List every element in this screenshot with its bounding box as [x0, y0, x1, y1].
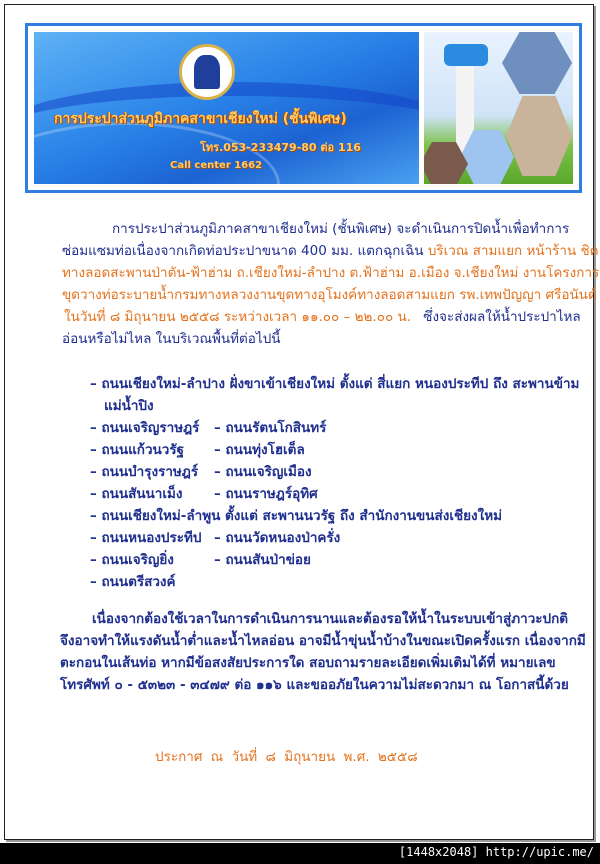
road-name: – ถนนบำรุงราษฎร์	[90, 464, 199, 480]
location-text: ขุดวางท่อระบายน้ำกรมทางหลวงงานขุดทางอุโมงค์ทางลอดสามแยก รพ.เทพปัญญา ศรีอนันต์	[62, 287, 597, 303]
road-name: – ถนนเจริญเมือง	[214, 464, 312, 480]
list-item	[90, 483, 579, 505]
banner-photo-collage	[424, 32, 573, 184]
list-item: – ถนนตรีสวงค์	[90, 574, 176, 590]
banner-org-name: การประปาส่วนภูมิภาคสาขาเชียงใหม่ (ชั้นพิเศษ)	[54, 111, 347, 127]
image-host-footer	[0, 843, 600, 864]
text-line: โทรศัพท์ ๐ - ๕๓๒๓ - ๓๔๗๙ ต่อ ๑๑๖ และขออภัยในความไม่สะดวกมา ณ โอกาสนี้ด้วย	[60, 677, 569, 693]
faucet-photo	[502, 32, 572, 94]
road-name: – ถนนเจริญราษฎร์	[90, 420, 200, 436]
text-line: จึงอาจทำให้แรงดันน้ำต่ำและน้ำไหลอ่อน อาจมีน้ำขุ่นน้ำบ้างในขณะเปิดครั้งแรก เนื่องจากมี	[60, 633, 586, 649]
text-segment: ซึ่งจะส่งผลให้น้ำประปาไหล	[423, 309, 581, 325]
road-name: – ถนนหนองประทีป	[90, 530, 202, 546]
child-drinking-photo	[506, 96, 572, 176]
list-item: – ถนนเชียงใหม่-ลำพูน ตั้งแต่ สะพานนวรัฐ ถึง สำนักงานขนส่งเชียงใหม่	[90, 508, 503, 524]
notice-paragraph	[60, 608, 588, 696]
text-line: ตะกอนในเส้นท่อ หากมีข้อสงสัยประการใด สอบถามรายละเอียดเพิ่มเติมได้ที่ หมายเลข	[60, 655, 556, 671]
list-item: – ถนนเชียงใหม่-ลำปาง ฝั่งขาเข้าเชียงใหม่ ตั้งแต่ สี่แยก หนองประทีป ถึง สะพานข้าม	[90, 376, 580, 392]
banner-phone: โทร.053-233479-80 ต่อ 116	[200, 141, 361, 154]
banner-call-center: Call center 1662	[170, 160, 263, 171]
road-name: – ถนนวัดหนองป่าครั่ง	[214, 530, 341, 546]
text-line: อ่อนหรือไม่ไหล ในบริเวณพื้นที่ต่อไปนี้	[62, 331, 281, 347]
text-line: เนื่องจากต้องใช้เวลาในการดำเนินการนานและต้องรอให้น้ำในระบบเข้าสู่ภาวะปกติ	[92, 611, 569, 627]
text-line	[62, 240, 599, 262]
announcement-date: ประกาศ ณ วันที่ ๘ มิถุนายน พ.ศ. ๒๕๕๘	[155, 749, 418, 765]
footer-text: [1448x2048] http://upic.me/	[398, 845, 594, 859]
text-segment: ซ่อมแซมท่อเนื่องจากเกิดท่อประปาขนาด 400 มม. แตกฉุกเฉิน	[62, 243, 424, 259]
road-name: – ถนนเจริญยิ่ง	[90, 552, 174, 568]
location-text: ทางลอดสะพานป่าตัน-ฟ้าฮ่าม ถ.เชียงใหม่-ลำปาง ต.ฟ้าฮ่าม อ.เมือง จ.เชียงใหม่ งานโครงการ	[62, 265, 600, 281]
text-line: การประปาส่วนภูมิภาคสาขาเชียงใหม่ (ชั้นพิเศษ) จะดำเนินการปิดน้ำเพื่อทำการ	[112, 221, 570, 237]
list-item	[90, 439, 579, 461]
road-name: – ถนนรัตนโกสินทร์	[214, 420, 327, 436]
road-name: – ถนนราษฎร์อุทิศ	[214, 486, 318, 502]
road-name: – ถนนทุ่งโฮเต็ล	[214, 442, 305, 458]
date-time-text: ในวันที่ ๘ มิถุนายน ๒๕๕๘ ระหว่างเวลา ๑๑.๐๐ – ๒๒.๐๐ น.	[64, 309, 411, 325]
road-name: – ถนนสันป่าข่อย	[214, 552, 311, 568]
list-item	[90, 527, 579, 549]
road-name: – ถนนแก้วนวรัฐ	[90, 442, 185, 458]
text-line	[64, 306, 588, 328]
location-text: บริเวณ สามแยก หน้าร้าน ชิค	[427, 243, 599, 259]
header-banner	[25, 23, 582, 193]
water-tower-icon	[444, 44, 488, 66]
list-item	[90, 461, 579, 483]
list-item	[90, 549, 579, 571]
announcement-paragraph	[62, 218, 600, 350]
list-item	[90, 417, 579, 439]
road-name: – ถนนสันนาเม็ง	[90, 486, 183, 502]
affected-roads-list	[90, 373, 579, 593]
pwa-logo-icon	[179, 44, 235, 100]
banner-main	[34, 32, 419, 184]
list-item: แม่น้ำปิง	[104, 398, 154, 414]
